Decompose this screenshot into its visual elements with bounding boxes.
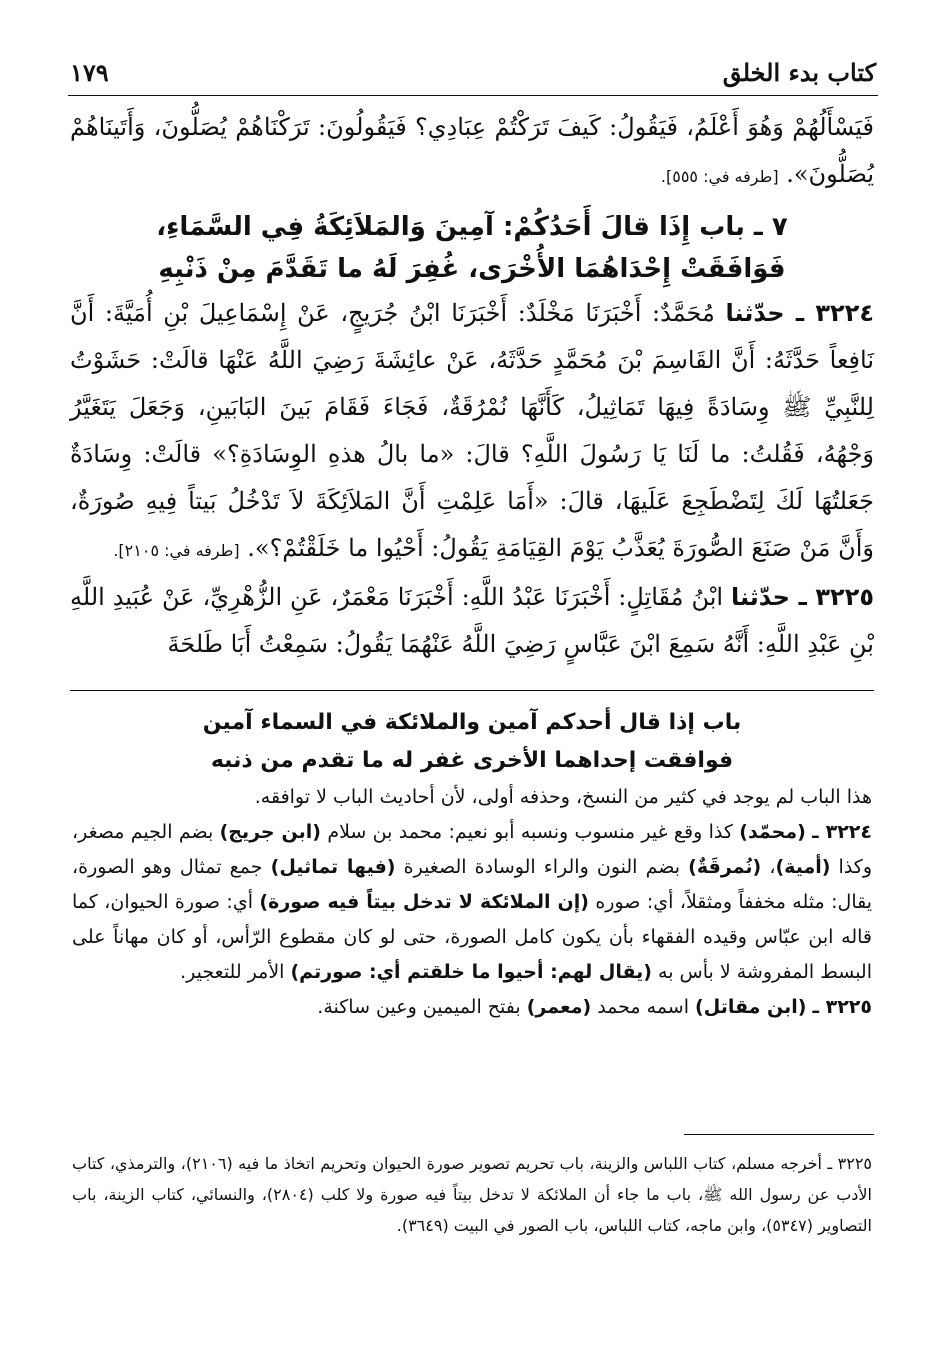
commentary-title-line-2: فوافقت إحداهما الأخرى غفر له ما تقدم من ذنبه — [210, 748, 734, 773]
term-ahyu: (يقال لهم: أحيوا ما خلقتم أي: صورتم) — [290, 961, 652, 983]
commentary-3225-number: ٣٢٢٥ ـ — [812, 996, 872, 1018]
hadith-3225 — [70, 574, 874, 668]
commentary-3224-text: الأمر للتعجير. — [180, 961, 291, 983]
commentary-title-line-1: باب إذا قال أحدكم آمين والملائكة في السماء آمين — [202, 710, 742, 735]
chapter-title-line-2: فَوَافَقَتْ إِحْدَاهُمَا الأُخْرَى، غُفِرَ لَهُ ما تَقَدَّمَ مِنْ ذَنْبِهِ — [158, 254, 786, 284]
term-muhammad: (محمّد) — [739, 821, 806, 843]
commentary-3224 — [72, 815, 872, 990]
commentary-3224-text: بضم النون والراء الوسادة الصغيرة — [395, 856, 689, 878]
footnote-divider — [684, 1134, 874, 1135]
commentary-3224-text: كذا وقع غير منسوب ونسبه أبو نعيم: محمد بن سلام — [320, 821, 740, 843]
footnote — [72, 1148, 872, 1241]
chapter-title-line-1: ٧ ـ باب إِذَا قالَ أَحَدُكُمْ: آمِينَ وَالمَلاَئِكَةُ فِي السَّمَاءِ، — [156, 212, 788, 242]
term-angels-house: (إن الملائكة لا تدخل بيتاً فيه صورة) — [259, 891, 589, 913]
term-ibn-muqatil: (ابن مقاتل) — [695, 996, 807, 1018]
commentary-3224-number: ٣٢٢٤ ـ — [812, 821, 872, 843]
opening-reference: [طرفه في: ٥٥٥]. — [660, 167, 779, 186]
header-divider — [68, 95, 878, 96]
book-title: كتاب بدء الخلق — [722, 58, 876, 87]
hadith-3224-text: مُحَمَّدٌ: أَخْبَرَنَا مَخْلَدٌ: أَخْبَرَنَا ابْنُ جُرَيجٍ، عَنْ إِسْمَاعِيلَ بْنِ أُمَيَّةَ: أَنَّ نَافِعاً حَدَّثَهُ: أَنَّ القَاسِمَ بْنَ مُحَمَّدٍ حَدَّثَهُ، عَنْ عائِشَةَ رَضِيَ اللَّهُ عَنْهَا قالَتْ: حَشَوْتُ لِلنَّبِيِّ ﷺ وِسَادَةً فِيهَا تَمَاثِيلُ، كَأَنَّهَا نُمْرُقَةٌ، فَجَاءَ فَقَامَ بَينَ البَابَينِ، وَجَعَلَ يَتَغَيَّرُ وَجْهُهُ، فَقُلتُ: ما لَنَا يَا رَسُولَ اللَّهِ؟ قالَ: «ما بالُ هذهِ الوِسَادَةِ؟» قالَتْ: وِسَادَةٌ جَعَلتُهَا لَكَ لِتَضْطَجِعَ عَلَيهَا، قالَ: «أَمَا عَلِمْتِ أَنَّ المَلاَئِكَةَ لاَ تَدْخُلُ بَيتاً فِيهِ صُورَةٌ، وَأَنَّ مَنْ صَنَعَ الصُّورَةَ يُعَذَّبُ يَوْمَ القِيَامَةِ يَقُولُ: أَحْيُوا ما خَلَقْتُمْ؟». — [70, 299, 874, 562]
footnote-text: ٣٢٢٥ ـ أخرجه مسلم، كتاب اللباس والزينة، باب تحريم تصوير صورة الحيوان وتحريم اتخاذ ما فيه (٢١٠٦)، والترمذي، كتاب الأدب عن رسول الله ﷺ، باب ما جاء أن الملائكة لا تدخل بيتاً فيه صورة ولا كلب (٢٨٠٤)، والنسائي، كتاب الزينة، باب التصاوير (٥٣٤٧)، وابن ماجه، كتاب اللباس، باب الصور في البيت (٣٦٤٩). — [72, 1154, 873, 1235]
term-mamar: (معمر) — [526, 996, 592, 1018]
term-ibn-jurayj: (ابن جريج) — [219, 821, 321, 843]
hadith-3224 — [70, 290, 874, 574]
commentary-block — [72, 704, 872, 1025]
commentary-3224-text: ، — [761, 856, 776, 878]
term-tamathil: (فيها تماثيل) — [270, 856, 396, 878]
page-number: ١٧٩ — [70, 58, 109, 87]
hadith-3225-text: ابْنُ مُقَاتِلٍ: أَخْبَرَنَا عَبْدُ اللَّهِ: أَخْبَرَنَا مَعْمَرٌ، عَنِ الزُّهْرِيِّ، عَنْ عُبَيدِ اللَّهِ بْنِ عَبْدِ اللَّهِ: أَنَّهُ سَمِعَ ابْنَ عَبَّاسٍ رَضِيَ اللَّهُ عَنْهُمَا يَقُولُ: سَمِعْتُ أَبَا طَلحَةَ — [70, 583, 874, 658]
hadith-3224-reference: [طرفه في: ٢١٠٥]. — [113, 541, 240, 560]
commentary-3225 — [72, 990, 872, 1025]
hadith-text-block — [70, 104, 874, 668]
commentary-3224-text: جمع تمثال وهو الصورة، يقال: مثله مخففاً ومثقلاً، أي: صوره — [72, 856, 873, 913]
commentary-3224-text: أي: صورة الحيوان، كما قاله ابن عبّاس وقيده الفقهاء بأن يكون كامل الصورة، حتى لو كان مقطوع الرّأس، أو كان مهاناً على البسط المفروشة لا بأس به — [72, 891, 872, 983]
term-umayya: (أمية) — [775, 856, 831, 878]
chapter-title — [70, 206, 874, 290]
commentary-3225-text: بفتح الميمين وعين ساكنة. — [317, 996, 527, 1018]
page-header — [70, 58, 876, 92]
opening-text: فَيَسْأَلُهُمْ وَهُوَ أَعْلَمُ، فَيَقُولُ: كَيفَ تَرَكْتُمْ عِبَادِي؟ فَيَقُولُونَ: تَرَكْنَاهُمْ يُصَلُّونَ، وَأَتَينَاهُمْ يُصَلُّونَ». — [70, 113, 874, 188]
commentary-divider — [70, 690, 874, 691]
commentary-intro-text: هذا الباب لم يوجد في كثير من النسخ، وحذفه أولى، لأن أحاديث الباب لا توافقه. — [254, 786, 872, 808]
commentary-intro — [72, 780, 872, 815]
hadith-3224-lead: ٣٢٢٤ ـ حدّثنا — [725, 299, 874, 327]
hadith-3225-lead: ٣٢٢٥ ـ حدّثنا — [730, 583, 874, 611]
commentary-title — [72, 704, 872, 780]
commentary-3225-text: اسمه محمد — [591, 996, 696, 1018]
opening-paragraph — [70, 104, 874, 200]
term-numruqa: (نُمرقَةٌ) — [688, 856, 762, 878]
commentary-3224-text: بضم الجيم مصغر، وكذا — [72, 821, 873, 878]
